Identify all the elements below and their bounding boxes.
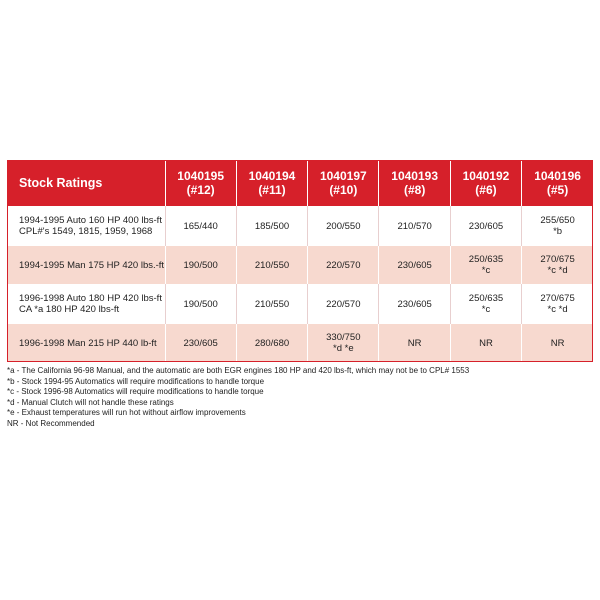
header-col-5 [522,160,593,206]
rating-cell [522,284,593,324]
footnote: NR - Not Recommended [7,418,95,428]
rating-cell [165,324,236,362]
rating-value: 190/500 [183,259,218,271]
rating-cell [450,206,521,246]
header-part: 1040195 [177,169,225,183]
rating-note: *c *d [547,265,568,276]
footnote: *d - Manual Clutch will not handle these ratings [7,397,174,407]
stock-ratings-table [7,160,593,362]
table-row [7,324,593,362]
row-label-line: 1996-1998 Man 215 HP 440 lb-ft [19,337,157,349]
footnote: *e - Exhaust temperatures will run hot without airflow improvements [7,408,246,417]
rating-value: 210/570 [397,220,432,232]
footnote: *c - Stock 1996-98 Automatics will require modifications to handle torque [7,387,264,396]
table-row [7,284,593,324]
rating-value: 255/650 [540,215,575,226]
rating-value: 200/550 [326,220,361,232]
rating-note: *c *d [547,304,568,315]
rating-value: 250/635 [468,254,504,265]
header-part: 1040193 [391,169,438,183]
rating-value: 230/605 [183,337,218,349]
rating-cell [450,284,521,324]
rating-value: 330/750 [326,332,361,343]
header-size: (#6) [475,183,497,197]
stock-ratings-table-wrap [7,160,593,362]
rating-cell [308,246,379,284]
rating-value: NR [407,337,422,349]
rating-cell [522,246,593,284]
rating-note: *d *e [333,343,354,354]
header-part: 1040197 [319,169,367,183]
rating-value: 230/605 [468,220,504,232]
rating-value: NR [479,337,493,349]
header-col-2 [308,160,379,206]
header-size: (#5) [546,183,569,197]
rating-cell [522,206,593,246]
footnote: *a - The California 96-98 Manual, and the automatic are both EGR engines 180 HP and 420 lbs-ft, which may not be to CPL# 1553 [7,366,470,375]
rating-cell [308,206,379,246]
row-label [7,246,165,284]
rating-value: 210/550 [254,259,290,271]
rating-value: 220/570 [326,298,361,310]
header-part: 1040194 [248,169,296,183]
rating-cell [236,284,307,324]
header-size: (#12) [186,183,215,197]
rating-cell [450,324,521,362]
header-col-1 [236,160,307,206]
header-size: (#11) [258,183,286,197]
rating-value: 270/675 [540,254,575,265]
rating-value: 190/500 [183,298,218,310]
header-size: (#8) [403,183,426,197]
rating-value: 280/680 [254,337,290,349]
header-col-4 [450,160,521,206]
rating-cell [236,206,307,246]
rating-cell [308,324,379,362]
row-label [7,324,165,362]
rating-value: 210/550 [254,298,290,310]
rating-value: 185/500 [254,220,290,232]
table-row [7,206,593,246]
rating-value: 230/605 [397,259,432,271]
rating-cell [379,324,450,362]
rating-cell [379,206,450,246]
rating-cell [165,284,236,324]
table-row [7,246,593,284]
header-row [7,160,593,206]
row-label-line: CPL#'s 1549, 1815, 1959, 1968 [19,226,153,237]
rating-note: *b [553,226,563,237]
header-part: 1040196 [534,169,581,183]
rating-value: 250/635 [468,293,504,304]
row-label-line: 1996-1998 Auto 180 HP 420 lbs-ft [19,293,162,304]
rating-cell [236,246,307,284]
rating-value: NR [550,337,565,349]
header-size: (#10) [329,183,358,197]
header-stock-ratings: Stock Ratings [7,160,165,206]
rating-value: 220/570 [326,259,361,271]
row-label [7,206,165,246]
rating-value: 165/440 [183,220,218,232]
rating-cell [236,324,307,362]
header-col-3 [379,160,450,206]
rating-cell [450,246,521,284]
rating-cell [379,246,450,284]
row-label-line: CA *a 180 HP 420 lbs-ft [19,304,120,315]
row-label [7,284,165,324]
row-label-line: 1994-1995 Auto 160 HP 400 lbs-ft [19,215,162,226]
rating-value: 270/675 [540,293,575,304]
header-col-0 [165,160,236,206]
header-part: 1040192 [462,169,510,183]
rating-cell [165,246,236,284]
footnotes [7,366,593,429]
rating-note: *c [481,304,491,315]
rating-cell [379,284,450,324]
footnote: *b - Stock 1994-95 Automatics will require modifications to handle torque [7,376,265,386]
rating-cell [308,284,379,324]
rating-cell [522,324,593,362]
row-label-line: 1994-1995 Man 175 HP 420 lbs.-ft [19,259,165,271]
rating-cell [165,206,236,246]
rating-note: *c [481,265,491,276]
rating-value: 230/605 [397,298,432,310]
